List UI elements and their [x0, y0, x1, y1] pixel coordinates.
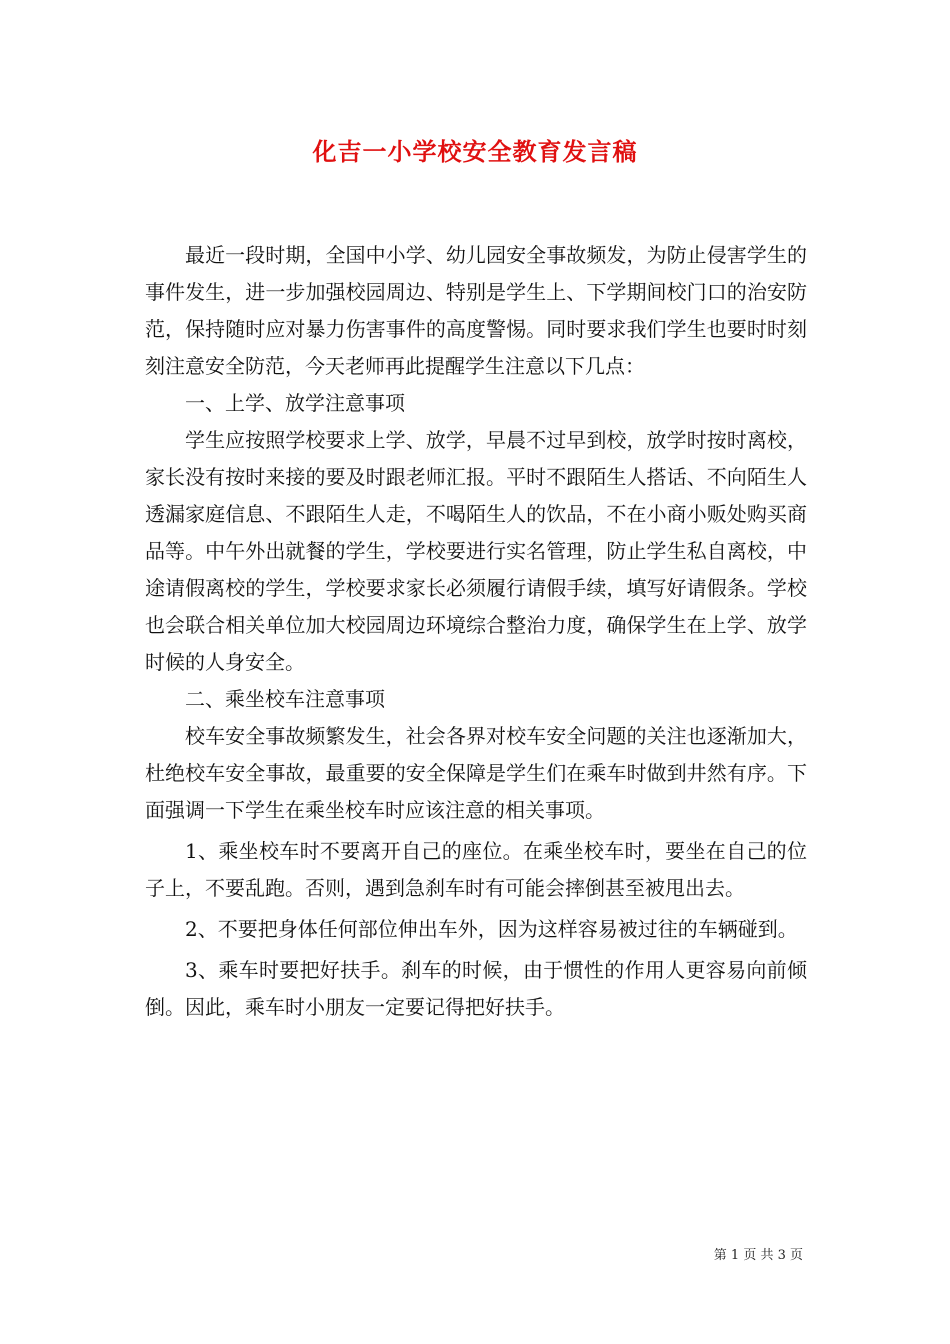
- section-heading-commute: 一、上学、放学注意事项: [185, 391, 405, 415]
- section-heading-school-bus: 二、乘坐校车注意事项: [185, 687, 385, 711]
- paragraph-commute: 学生应按照学校要求上学、放学，早晨不过早到校，放学时按时离校，家长没有按时来接的要及时跟老师汇报。平时不跟陌生人搭话、不向陌生人透漏家庭信息、不跟陌生人走，不喝陌生人的饮品，不在小商小贩处购买商品等。中午外出就餐的学生，学校要进行实名管理，防止学生私自离校，中途请假离校的学生，学校要求家长必须履行请假手续，填写好请假条。学校也会联合相关单位加大校园周边环境综合整治力度，确保学生在上学、放学时候的人身安全。: [145, 428, 807, 674]
- document-title: 化吉一小学校安全教育发言稿: [312, 137, 638, 166]
- document-body: [145, 237, 807, 1026]
- list-item-bus-2: 2、不要把身体任何部位伸出车外，因为这样容易被过往的车辆碰到。: [185, 917, 798, 941]
- page-number: 第 1 页 共 3 页: [713, 1248, 803, 1263]
- list-item-bus-3: 3、乘车时要把好扶手。刹车的时候，由于惯性的作用人更容易向前倾倒。因此，乘车时小朋友一定要记得把好扶手。: [145, 958, 807, 1019]
- paragraph-intro: 最近一段时期，全国中小学、幼儿园安全事故频发，为防止侵害学生的事件发生，进一步加强校园周边、特别是学生上、下学期间校门口的治安防范，保持随时应对暴力伤害事件的高度警惕。同时要求我们学生也要时时刻刻注意安全防范，今天老师再此提醒学生注意以下几点：: [145, 243, 807, 378]
- paragraph-school-bus: 校车安全事故频繁发生，社会各界对校车安全问题的关注也逐渐加大，杜绝校车安全事故，最重要的安全保障是学生们在乘车时做到井然有序。下面强调一下学生在乘坐校车时应该注意的相关事项。: [145, 724, 807, 822]
- list-item-bus-1: 1、乘坐校车时不要离开自己的座位。在乘坐校车时，要坐在自己的位子上，不要乱跑。否则，遇到急刹车时有可能会摔倒甚至被甩出去。: [145, 839, 807, 900]
